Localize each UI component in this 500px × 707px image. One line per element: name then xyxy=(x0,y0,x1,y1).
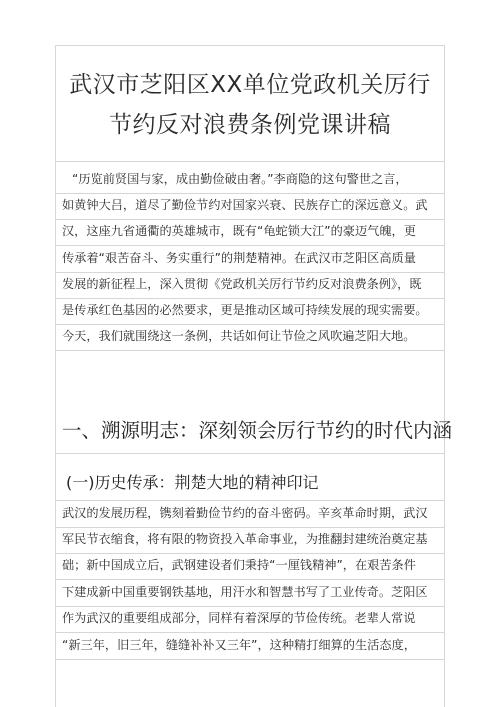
sub1-line: 础；新中国成立后，武钢建设者们秉持“一厘钱精神”，在艰苦条件 xyxy=(62,558,416,572)
sub1-line: 军民节衣缩食，将有限的物资投入革命事业，为推翻封建统治奠定基 xyxy=(62,532,428,546)
sub1-line: “新三年，旧三年，缝缝补补又三年”，这种精打细算的生活态度， xyxy=(62,638,416,652)
subsection-heading: (一)历史传承：荆楚大地的精神印记 xyxy=(66,473,319,492)
row-divider xyxy=(56,298,444,299)
intro-line: 是传承红色基因的必然要求，更是推动区域可持续发展的现实需要。 xyxy=(62,303,428,317)
row-divider xyxy=(56,324,444,325)
row-divider xyxy=(56,453,444,454)
row-divider xyxy=(56,659,444,660)
document-title-line-1: 武汉市芝阳区XX单位党政机关厉行 xyxy=(69,72,431,98)
row-divider xyxy=(56,579,444,580)
sub1-line: 下建成新中国重要钢铁基地，用汗水和智慧书写了工业传奇。芝阳区 xyxy=(62,585,428,599)
row-divider xyxy=(56,193,444,194)
section-heading: 一、溯源明志：深刻领会厉行节约的时代内涵 xyxy=(62,419,453,442)
sub1-line: 作为武汉的重要组成部分，同样有着深厚的节俭传统。老辈人常说 xyxy=(62,611,416,625)
row-divider xyxy=(56,500,444,501)
row-divider xyxy=(56,553,444,554)
title-cell xyxy=(56,45,444,162)
intro-line: 传承着“艰苦奋斗、务实重行”的荆楚精神。在武汉市芝阳区高质量 xyxy=(62,251,416,265)
row-divider xyxy=(56,527,444,528)
intro-line: 如黄钟大吕，道尽了勤俭节约对国家兴衰、民族存亡的深远意义。武 xyxy=(62,198,428,212)
intro-line: 汉，这座九省通衢的英雄城市，既有“龟蛇锁大江”的豪迈气魄，更 xyxy=(62,224,416,238)
row-divider xyxy=(56,350,444,351)
document-table xyxy=(55,45,453,707)
row-divider xyxy=(56,606,444,607)
document-title-line-2: 节约反对浪费条例党课讲稿 xyxy=(109,112,391,138)
row-divider xyxy=(56,632,444,633)
intro-line: 发展的新征程上，深入贯彻《党政机关厉行节约反对浪费条例》，既 xyxy=(62,277,422,291)
row-divider xyxy=(56,219,444,220)
sub1-line: 武汉的发展历程，镌刻着勤俭节约的奋斗密码。辛亥革命时期，武汉 xyxy=(62,506,428,520)
intro-line: “历览前贤国与家，成由勤俭破由奢。”李商隐的这句警世之言， xyxy=(72,172,408,186)
row-divider xyxy=(56,272,444,273)
row-divider xyxy=(56,245,444,246)
intro-line: 今天，我们就围绕这一条例，共话如何让节俭之风吹遍芝阳大地。 xyxy=(62,329,416,343)
